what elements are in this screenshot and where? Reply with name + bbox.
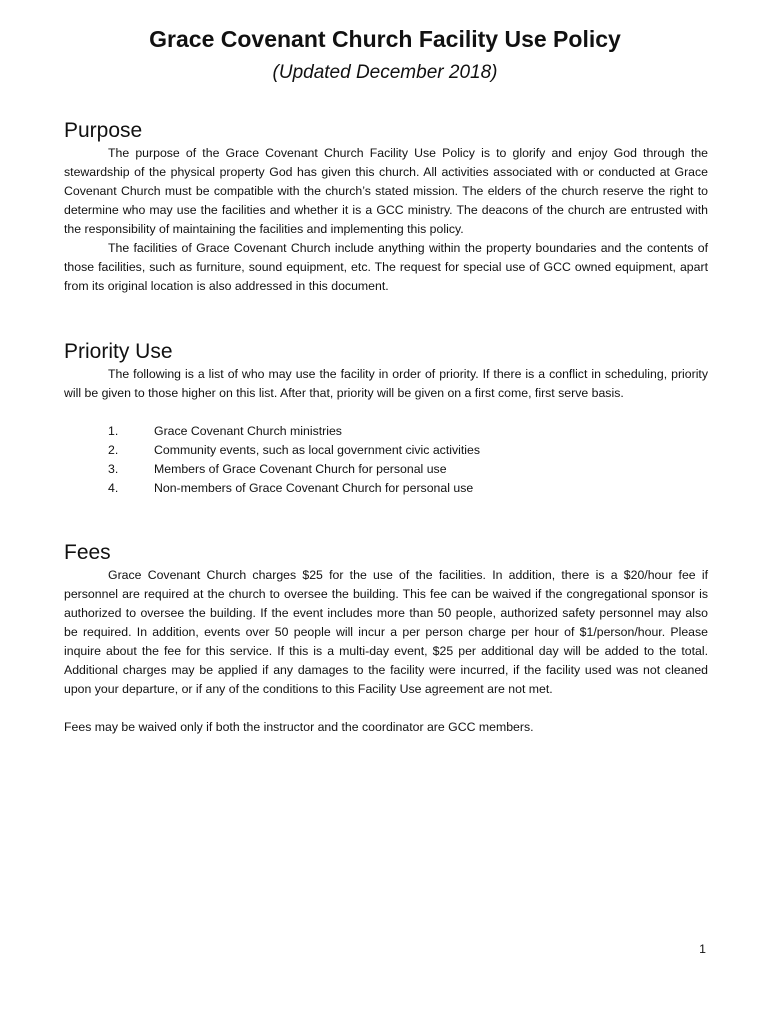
list-item-number: 1. (108, 424, 119, 438)
purpose-heading: Purpose (64, 119, 143, 142)
priority-use-heading: Priority Use (64, 340, 173, 363)
priority-use-section (64, 339, 708, 498)
fees-section (64, 540, 708, 737)
list-item (64, 460, 708, 479)
list-item-text: Non-members of Grace Covenant Church for personal use (154, 481, 474, 495)
list-item-number: 3. (108, 462, 119, 476)
page-number: 1 (699, 942, 706, 956)
document-title: Grace Covenant Church Facility Use Policy (149, 26, 621, 52)
purpose-paragraph-1: The purpose of the Grace Covenant Church Facility Use Policy is to glorify and enjoy God through the stewardship of the physical property God has given this church. All activities associated with or conducted at Grace Covenant Church must be compatible with the church’s stated mission. The elders of the church reserve the right to determine who may use the facilities and whether it is a GCC ministry. The deacons of the church are entrusted with the responsibility of maintaining the facilities and implementing this policy. (64, 146, 708, 236)
fees-paragraph-2: Fees may be waived only if both the instructor and the coordinator are GCC members. (64, 720, 534, 734)
fees-paragraph-1: Grace Covenant Church charges $25 for the use of the facilities. In addition, there is a $20/hour fee if personnel are required at the church to oversee the building. This fee can be waived if the congregational sponsor is authorized to oversee the building. If the event includes more than 50 people, authorized safety personnel may also be required. In addition, events over 50 people will incur a per person charge per hour of $1/person/hour. Please inquire about the fee for this service. If this is a multi-day event, $25 per additional day will be added to the total. Additional charges may be applied if any damages to the facility were incurred, if the facility used was not cleaned upon your departure, or if any of the conditions to this Facility Use agreement are not met. (64, 568, 708, 696)
priority-list (64, 422, 708, 498)
list-item (64, 479, 708, 498)
list-item-text: Grace Covenant Church ministries (154, 424, 342, 438)
list-item-number: 2. (108, 443, 119, 457)
list-item-text: Members of Grace Covenant Church for personal use (154, 462, 447, 476)
list-item (64, 441, 708, 460)
paragraph-spacer (64, 699, 708, 718)
fees-heading: Fees (64, 541, 111, 564)
purpose-paragraph-2: The facilities of Grace Covenant Church include anything within the property boundaries and the contents of those facilities, such as furniture, sound equipment, etc. The request for special use of GCC owned equipment, apart from its original location is also addressed in this document. (64, 241, 708, 293)
list-item (64, 422, 708, 441)
document-subtitle: (Updated December 2018) (272, 62, 498, 83)
priority-use-paragraph: The following is a list of who may use the facility in order of priority. If there is a conflict in scheduling, priority will be given to those higher on this list. After that, priority will be given on a first come, first serve basis. (64, 367, 708, 400)
list-item-number: 4. (108, 481, 119, 495)
purpose-section (64, 118, 708, 296)
list-item-text: Community events, such as local government civic activities (154, 443, 480, 457)
